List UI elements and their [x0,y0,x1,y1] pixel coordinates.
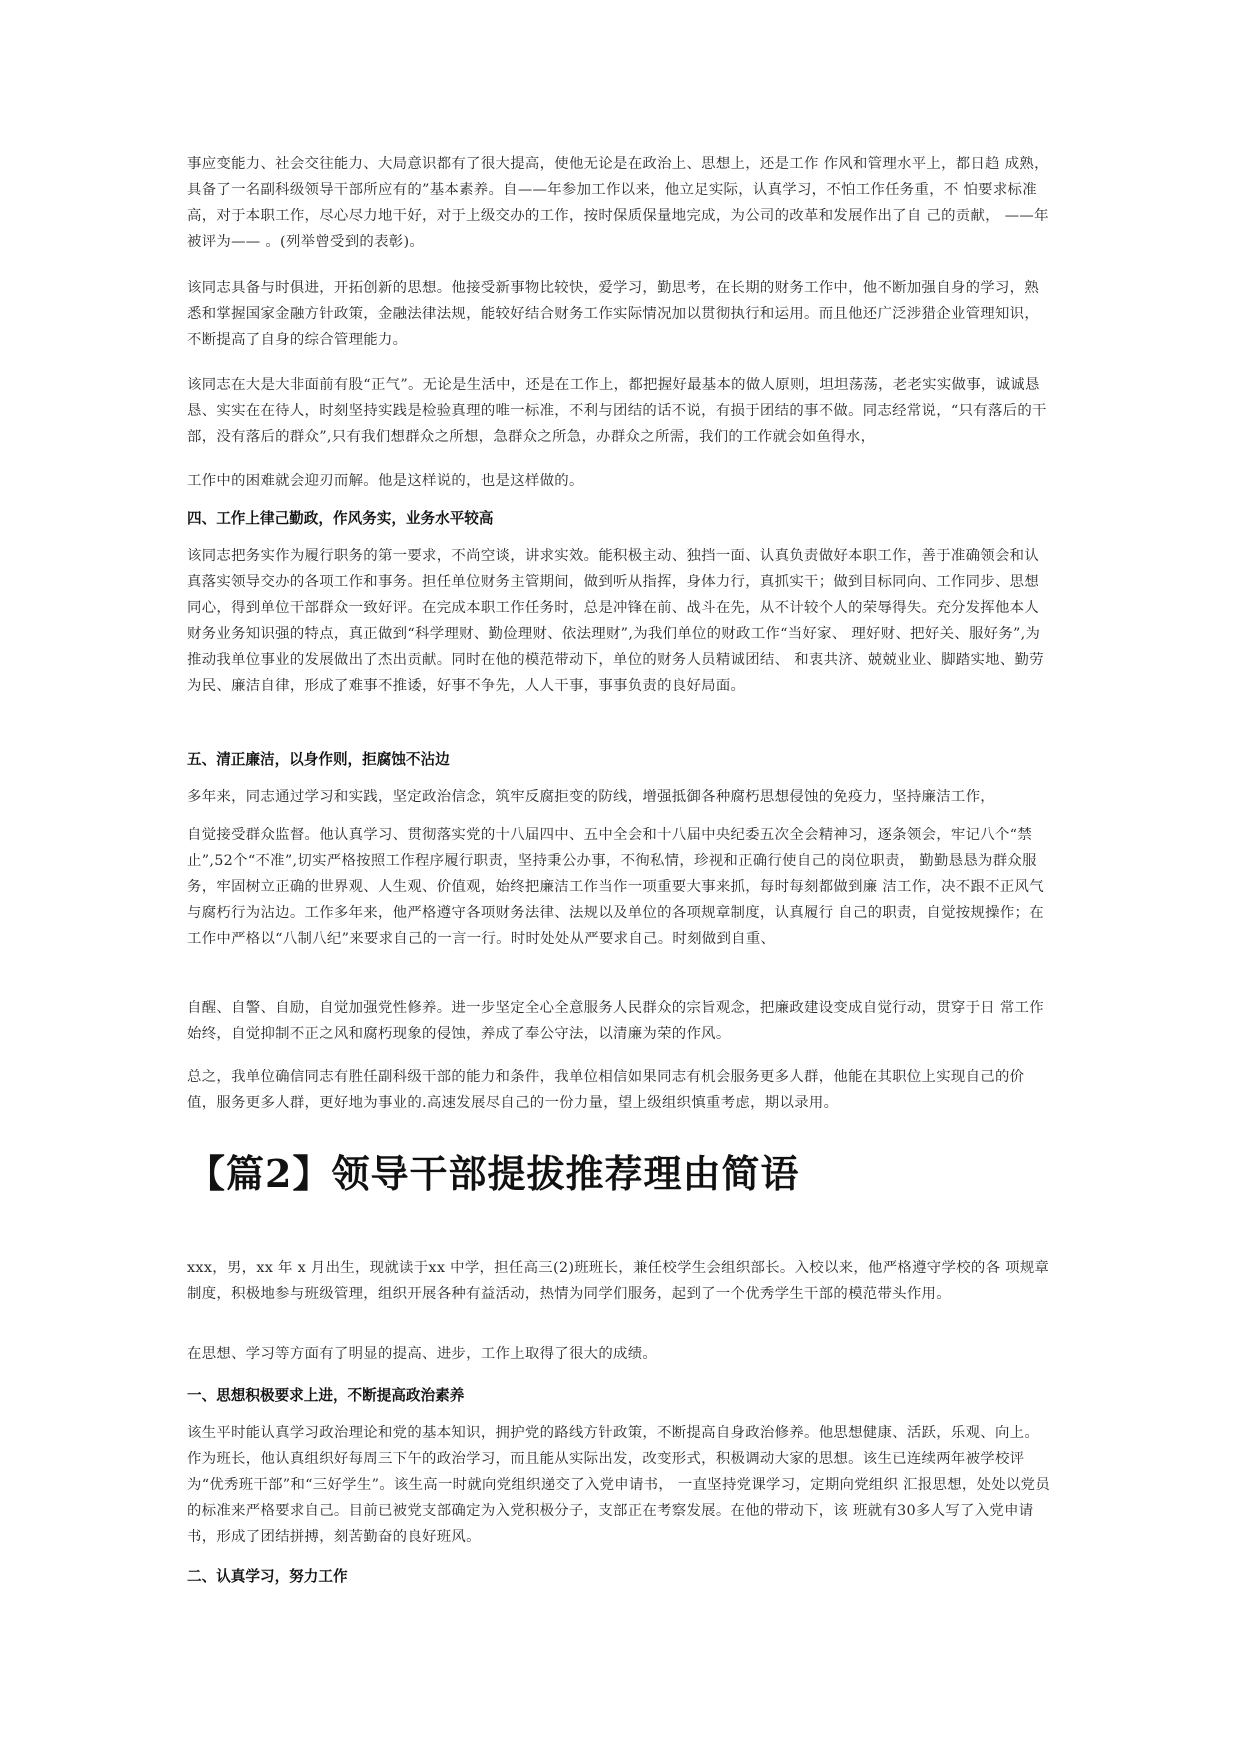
paragraph-progress: 在思想、学习等方面有了明显的提高、进步，工作上取得了很大的成绩。 [187,1346,658,1362]
heading-section-five: 五、清正廉洁，以身作则，拒腐蚀不沾边 [187,751,450,768]
section-title: 【篇2】领导干部提拔推荐理由简语 [187,1151,800,1196]
paragraph-supervision: 自觉接受群众监督。他认真学习、贯彻落实党的十八届四中、五中全会和十八届中央纪委五次全会精神习，逐条领会，牢记八个“禁止”,52个“不准”,切实严格按照工作程序履行职责，坚持秉公办事，不徇私情，珍视和正确行使自己的岗位职责， 勤勤恳恳为群众服务，牢固树立正确的世界观、人生观、价值观，始终把廉洁工作当作一项重要大事来抓，每时每刻都做到廉 洁工作，决不跟不正风气与腐朽行为沾边。工作多年来，他严格遵守各项财务法律、法规以及单位的各项规章制度，认真履行 自己的职责，自觉按规操作；在工作中严格以“八制八纪”来要求自己的一言一行。时时处处从严要求自己。时刻做到自重、 [187,827,1044,947]
paragraph-learning-practice: 多年来，同志通过学习和实践，坚定政治信念，筑牢反腐拒变的防线，增强抵御各种腐朽思想侵蚀的免疫力，坚持廉洁工作， [187,789,995,805]
paragraph-pragmatic-work: 该同志把务实作为履行职务的第一要求，不尚空谈，讲求实效。能积极主动、独挡一面、认真负责做好本职工作，善于准确领会和认真落实领导交办的各项工作和事务。担任单位财务主管期间，做到听从指挥，身体力行，真抓实干；做到目标同向、工作同步、思想同心，得到单位干部群众一致好评。在完成本职工作任务时，总是冲锋在前、战斗在先，从不计较个人的荣辱得失。充分发挥他本人财务业务知识强的特点，真正做到“科学理财、勤俭理财、依法理财”,为我们单位的财政工作“当好家、 理好财、把好关、服好务”,为推动我单位事业的发展做出了杰出贡献。同时在他的模范带动下，单位的财务人员精诚团结、 和衷共济、兢兢业业、脚踏实地、勤劳为民、廉洁自律，形成了难事不推诿，好事不争先，人人干事，事事负责的良好局面。 [187,548,1044,694]
heading-section-four: 四、工作上律己勤政，作风务实，业务水平较高 [187,510,494,527]
heading-section-one: 一、思想积极要求上进，不断提高政治素养 [187,1387,465,1404]
paragraph-student-intro: xxx，男，xx 年 x 月出生，现就读于xx 中学，担任高三(2)班班长，兼任校学生会组织部长。入校以来，他严格遵守学校的各 项规章制度，积极地参与班级管理，组织开展各种有益活动，热情为同学们服务，起到了一个优秀学生干部的模范带头作用。 [187,1260,1050,1302]
heading-section-two: 二、认真学习，努力工作 [187,1568,348,1585]
paragraph-innovation: 该同志具备与时俱进，开拓创新的思想。他接受新事物比较快，爱学习，勤思考，在长期的财务工作中，他不断加强自身的学习，熟悉和掌握国家金融方针政策，金融法律法规，能较好结合财务工作实际情况加以贯彻执行和运用。而且他还广泛涉猎企业管理知识，不断提高了自身的综合管理能力。 [187,280,1040,348]
paragraph-self-discipline: 自醒、自警、自励，自觉加强党性修养。进一步坚定全心全意服务人民群众的宗旨观念，把廉政建设变成自觉行动，贯穿于日 常工作始终，自觉抑制不正之风和腐朽现象的侵蚀，养成了奉公守法，以清廉为荣的作风。 [187,1000,1044,1042]
paragraph-ability: 事应变能力、社会交往能力、大局意识都有了很大提高，使他无论是在政治上、思想上，还是工作 作风和管理水平上，都日趋 成熟，具备了一名副科级领导干部所应有的”基本素养。自——年参加工作以来，他立足实际，认真学习，不怕工作任务重，不 怕要求标准高，对于本职工作，尽心尽力地干好，对于上级交办的工作，按时保质保量地完成，为公司的改革和发展作出了自 己的贡献， ——年被评为—— 。(列举曾受到的表彰)。 [187,156,1049,250]
paragraph-difficulty: 工作中的困难就会迎刃而解。他是这样说的，也是这样做的。 [187,473,584,489]
paragraph-conclusion: 总之，我单位确信同志有胜任副科级干部的能力和条件，我单位相信如果同志有机会服务更多人群，他能在其职位上实现自己的价值，服务更多人群，更好地为事业的.高速发展尽自己的一份力量，望上级组织慎重考虑，期以录用。 [187,1069,1025,1111]
paragraph-integrity: 该同志在大是大非面前有股“正气”。无论是生活中，还是在工作上，都把握好最基本的做人原则，坦坦荡荡，老老实实做事，诚诚恳恳、实实在在待人，时刻坚持实践是检验真理的唯一标准，不利与团结的话不说，有损于团结的事不做。同志经常说，“只有落后的干部，没有落后的群众”,只有我们想群众之所想，急群众之所急，办群众之所需，我们的工作就会如鱼得水， [187,377,1047,445]
paragraph-political-study: 该生平时能认真学习政治理论和党的基本知识，拥护党的路线方针政策，不断提高自身政治修养。他思想健康、活跃，乐观、向上。作为班长，他认真组织好每周三下午的政治学习，而且能从实际出发，改变形式，积极调动大家的思想。该生已连续两年被学校评为“优秀班干部”和“三好学生”。该生高一时就向党组织递交了入党申请书， 一直坚持党课学习，定期向党组织 汇报思想，处处以党员的标准来严格要求自己。目前已被党支部确定为入党积极分子，支部正在考察发展。在他的带动下，该 班就有30多人写了入党申请书，形成了团结拼搏，刻苦勤奋的良好班风。 [187,1425,1051,1545]
